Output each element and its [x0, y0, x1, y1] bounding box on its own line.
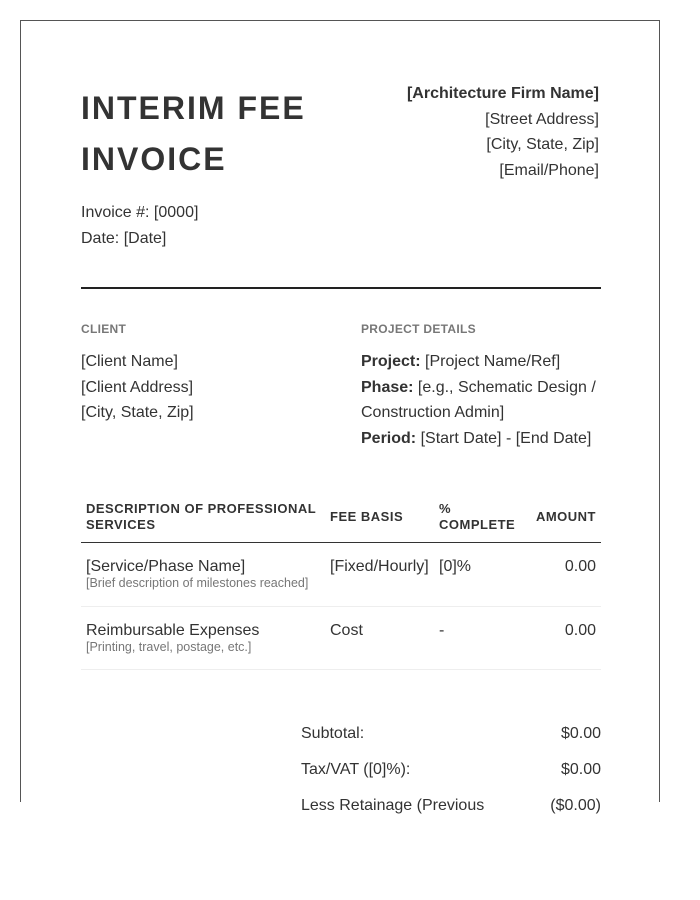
- project-heading: PROJECT DETAILS: [361, 322, 476, 336]
- col-header-amount: AMOUNT: [524, 497, 601, 543]
- tax-label: Tax/VAT ([0]%):: [301, 761, 411, 778]
- tax-value: $0.00: [560, 761, 601, 778]
- firm-contact: [Email/Phone]: [499, 161, 599, 179]
- client-heading: CLIENT: [81, 322, 127, 336]
- firm-street: [Street Address]: [485, 110, 599, 128]
- subtotal-value: $0.00: [560, 725, 601, 742]
- services-table: [81, 497, 601, 670]
- row-sub-description: [Brief description of milestones reached]: [86, 576, 309, 590]
- period-label: Period:: [361, 429, 417, 447]
- firm-name: [Architecture Firm Name]: [406, 85, 599, 102]
- row-description-cell: [81, 606, 325, 670]
- period-line: [361, 426, 611, 452]
- tax-row: [301, 757, 601, 793]
- row-sub-description: [Printing, travel, postage, etc.]: [86, 639, 252, 654]
- col-header-fee-basis: FEE BASIS: [325, 497, 434, 543]
- project-line: [361, 349, 611, 375]
- col-header-complete: % COMPLETE: [434, 497, 524, 543]
- firm-city: [City, State, Zip]: [486, 136, 599, 153]
- phase-label: Phase:: [361, 378, 414, 396]
- totals-block: [301, 721, 601, 829]
- table-row: [81, 543, 601, 607]
- row-amount: 0.00: [524, 606, 601, 670]
- row-complete: -: [434, 606, 524, 670]
- invoice-number: Invoice #: [0000]: [81, 204, 199, 221]
- period-value: [Start Date] - [End Date]: [420, 429, 592, 447]
- invoice-date: Date: [Date]: [81, 230, 167, 247]
- client-address: [Client Address]: [81, 378, 194, 396]
- client-city: [City, State, Zip]: [81, 404, 194, 421]
- retainage-row: [301, 793, 601, 829]
- retainage-value: ($0.00): [550, 797, 601, 814]
- row-fee-basis: [Fixed/Hourly]: [325, 543, 434, 607]
- retainage-label: Less Retainage (Previous: [301, 797, 485, 814]
- client-block: [81, 349, 194, 426]
- invoice-page: [20, 20, 660, 814]
- phase-value: [e.g., Schematic Design / Construction Admin]: [361, 378, 596, 421]
- page-title: INTERIM FEE INVOICE: [81, 90, 306, 177]
- row-amount: 0.00: [524, 543, 601, 607]
- row-description: Reimbursable Expenses: [86, 621, 260, 639]
- project-label: Project:: [361, 353, 421, 370]
- header-divider: [81, 287, 601, 289]
- subtotal-label: Subtotal:: [301, 725, 365, 742]
- invoice-meta: [81, 200, 198, 252]
- col-header-description: DESCRIPTION OF PROFESSIONAL SERVICES: [81, 497, 325, 543]
- row-description: [Service/Phase Name]: [86, 558, 246, 575]
- table-row: [81, 606, 601, 670]
- row-complete: [0]%: [434, 543, 524, 607]
- client-name: [Client Name]: [81, 353, 178, 370]
- row-fee-basis: Cost: [325, 606, 434, 670]
- firm-block: [359, 81, 599, 183]
- table-header-row: [81, 497, 601, 543]
- row-description-cell: [81, 543, 325, 607]
- phase-line: [361, 375, 611, 426]
- project-block: [361, 349, 611, 451]
- project-value: [Project Name/Ref]: [425, 353, 561, 370]
- subtotal-row: [301, 721, 601, 757]
